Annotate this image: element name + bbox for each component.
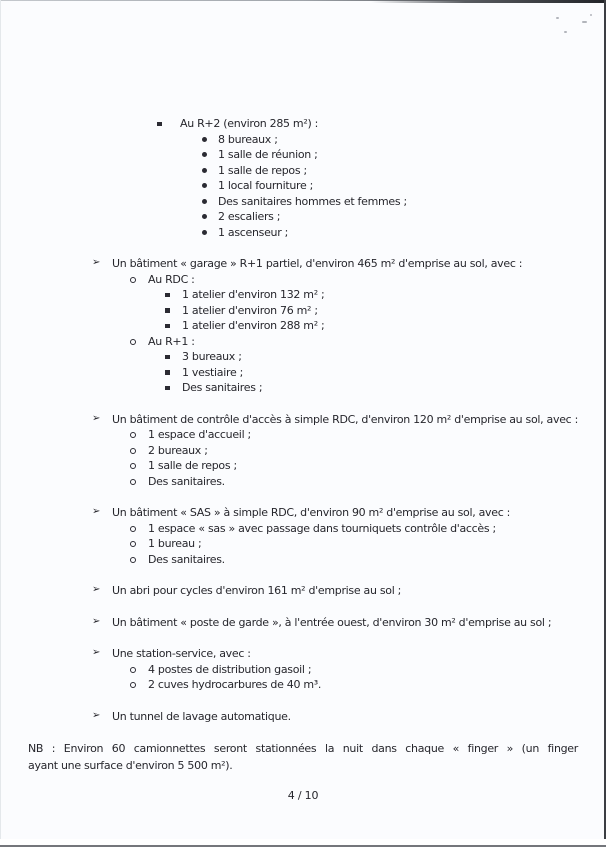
disc-bullet-icon xyxy=(202,183,207,188)
circle-bullet-icon xyxy=(130,479,136,485)
section-poste-de-garde xyxy=(0,615,606,631)
section-tunnel-lavage xyxy=(0,709,606,725)
square-bullet-icon xyxy=(157,122,162,127)
list-item-text: 2 escaliers ; xyxy=(218,210,281,223)
square-bullet-icon xyxy=(165,293,170,298)
nb-note-line2: ayant une surface d'environ 5 500 m²). xyxy=(28,759,233,772)
list-item-text: Un bâtiment de contrôle d'accès à simple RDC, d'environ 120 m² d'emprise au sol, avec : xyxy=(112,412,579,426)
circle-bullet-icon xyxy=(130,682,136,688)
list-item-text: 2 bureaux ; xyxy=(148,443,208,457)
arrow-bullet-icon: ➢ xyxy=(92,584,101,595)
list-item xyxy=(0,458,606,474)
circle-bullet-icon xyxy=(130,541,136,547)
section-sas xyxy=(0,505,606,567)
list-item-text: 1 salle de repos ; xyxy=(148,459,237,472)
circle-bullet-icon xyxy=(130,557,136,563)
list-item-text: 1 atelier d'environ 288 m² ; xyxy=(182,319,325,332)
square-bullet-icon xyxy=(165,324,170,329)
section-station-service xyxy=(0,646,606,693)
list-item-text: 4 postes de distribution gasoil ; xyxy=(148,662,312,676)
document-body xyxy=(0,116,606,774)
square-bullet-icon xyxy=(165,370,170,375)
disc-bullet-icon xyxy=(202,230,207,235)
list-item-text: Un bâtiment « poste de garde », à l'entrée ouest, d'environ 30 m² d'emprise au sol ; xyxy=(112,615,552,629)
circle-bullet-icon xyxy=(130,339,136,345)
section-controle-acces xyxy=(0,412,606,490)
list-item xyxy=(0,178,606,194)
list-item xyxy=(0,349,606,365)
list-item xyxy=(0,662,606,678)
list-item-text: 8 bureaux ; xyxy=(218,132,278,146)
list-item-text: 1 ascenseur ; xyxy=(218,225,289,239)
list-item xyxy=(0,365,606,381)
arrow-bullet-icon: ➢ xyxy=(92,709,101,721)
list-item-text: Des sanitaires hommes et femmes ; xyxy=(218,194,407,208)
arrow-bullet-icon: ➢ xyxy=(92,506,101,517)
list-item-text: 1 espace « sas » avec passage dans tourniquets contrôle d'accès ; xyxy=(148,521,496,535)
list-item-text: Un abri pour cycles d'environ 161 m² d'emprise au sol ; xyxy=(112,584,402,597)
list-item xyxy=(0,521,606,537)
list-item xyxy=(0,318,606,334)
list-item xyxy=(0,615,606,631)
circle-bullet-icon xyxy=(130,526,136,532)
scan-speck xyxy=(590,14,592,16)
square-bullet-icon xyxy=(165,355,170,360)
square-bullet-icon xyxy=(165,308,170,313)
scan-speck xyxy=(564,31,567,33)
circle-bullet-icon xyxy=(130,463,136,469)
list-item xyxy=(0,225,606,241)
list-item xyxy=(0,194,606,210)
arrow-bullet-icon: ➢ xyxy=(92,257,101,268)
list-item xyxy=(0,427,606,443)
section-r2 xyxy=(0,116,606,240)
page-number: 4 / 10 xyxy=(287,789,319,802)
scan-edge-top-right xyxy=(371,0,606,3)
list-item xyxy=(0,536,606,552)
list-item-text: Des sanitaires. xyxy=(148,474,225,488)
scan-speck xyxy=(556,17,559,19)
list-item-text: 1 atelier d'environ 76 m² ; xyxy=(182,303,318,317)
list-item-text: Au RDC : xyxy=(148,272,195,286)
list-item-text: 1 local fourniture ; xyxy=(218,179,314,192)
arrow-bullet-icon: ➢ xyxy=(92,412,101,424)
list-item xyxy=(0,303,606,319)
disc-bullet-icon xyxy=(202,199,207,204)
arrow-bullet-icon: ➢ xyxy=(92,647,101,658)
list-item-text: 1 salle de repos ; xyxy=(218,163,307,177)
list-item-text: Au R+1 : xyxy=(148,334,195,348)
disc-bullet-icon xyxy=(202,168,207,173)
list-item xyxy=(0,412,606,428)
list-item-text: 1 vestiaire ; xyxy=(182,365,244,379)
square-bullet-icon xyxy=(165,386,170,391)
scan-speck xyxy=(582,21,587,23)
list-item-text: 1 salle de réunion ; xyxy=(218,148,318,161)
list-item xyxy=(0,380,606,396)
list-item-text: Au R+2 (environ 285 m²) : xyxy=(180,117,319,130)
section-garage xyxy=(0,256,606,396)
list-item xyxy=(0,272,606,288)
list-item-text: 3 bureaux ; xyxy=(182,350,242,363)
list-item-text: Des sanitaires. xyxy=(148,552,225,566)
section-abri-cycles xyxy=(0,583,606,599)
list-item xyxy=(0,646,606,662)
disc-bullet-icon xyxy=(202,214,207,219)
list-item xyxy=(0,709,606,725)
disc-bullet-icon xyxy=(202,137,207,142)
list-item xyxy=(0,552,606,568)
list-item xyxy=(0,505,606,521)
list-item xyxy=(0,583,606,599)
circle-bullet-icon xyxy=(130,277,136,283)
circle-bullet-icon xyxy=(130,432,136,438)
list-item xyxy=(0,443,606,459)
list-item-text: Un tunnel de lavage automatique. xyxy=(112,709,291,723)
list-item-text: Un bâtiment « garage » R+1 partiel, d'environ 465 m² d'emprise au sol, avec : xyxy=(112,257,523,270)
nb-note-line1: NB : Environ 60 camionnettes seront stationnées la nuit dans chaque « finger » (un finger xyxy=(28,742,578,755)
list-item-text: 2 cuves hydrocarbures de 40 m³. xyxy=(148,678,322,691)
list-item xyxy=(0,334,606,350)
list-item xyxy=(0,132,606,148)
list-item xyxy=(0,163,606,179)
list-item xyxy=(0,209,606,225)
list-item xyxy=(0,677,606,693)
nb-note xyxy=(28,740,578,774)
list-item xyxy=(0,287,606,303)
disc-bullet-icon xyxy=(202,152,207,157)
list-item xyxy=(0,147,606,163)
list-item xyxy=(0,116,606,132)
list-item-text: 1 espace d'accueil ; xyxy=(148,428,251,441)
list-item xyxy=(0,256,606,272)
scan-bottom-margin xyxy=(0,839,606,855)
list-item-text: Des sanitaires ; xyxy=(182,381,263,394)
arrow-bullet-icon: ➢ xyxy=(92,615,101,627)
list-item-text: 1 atelier d'environ 132 m² ; xyxy=(182,288,325,301)
list-item-text: Un bâtiment « SAS » à simple RDC, d'environ 90 m² d'emprise au sol, avec : xyxy=(112,506,511,519)
scan-edge-bottom xyxy=(0,845,606,847)
circle-bullet-icon xyxy=(130,448,136,454)
circle-bullet-icon xyxy=(130,667,136,673)
list-item-text: 1 bureau ; xyxy=(148,537,202,550)
list-item xyxy=(0,474,606,490)
list-item-text: Une station-service, avec : xyxy=(112,647,251,660)
